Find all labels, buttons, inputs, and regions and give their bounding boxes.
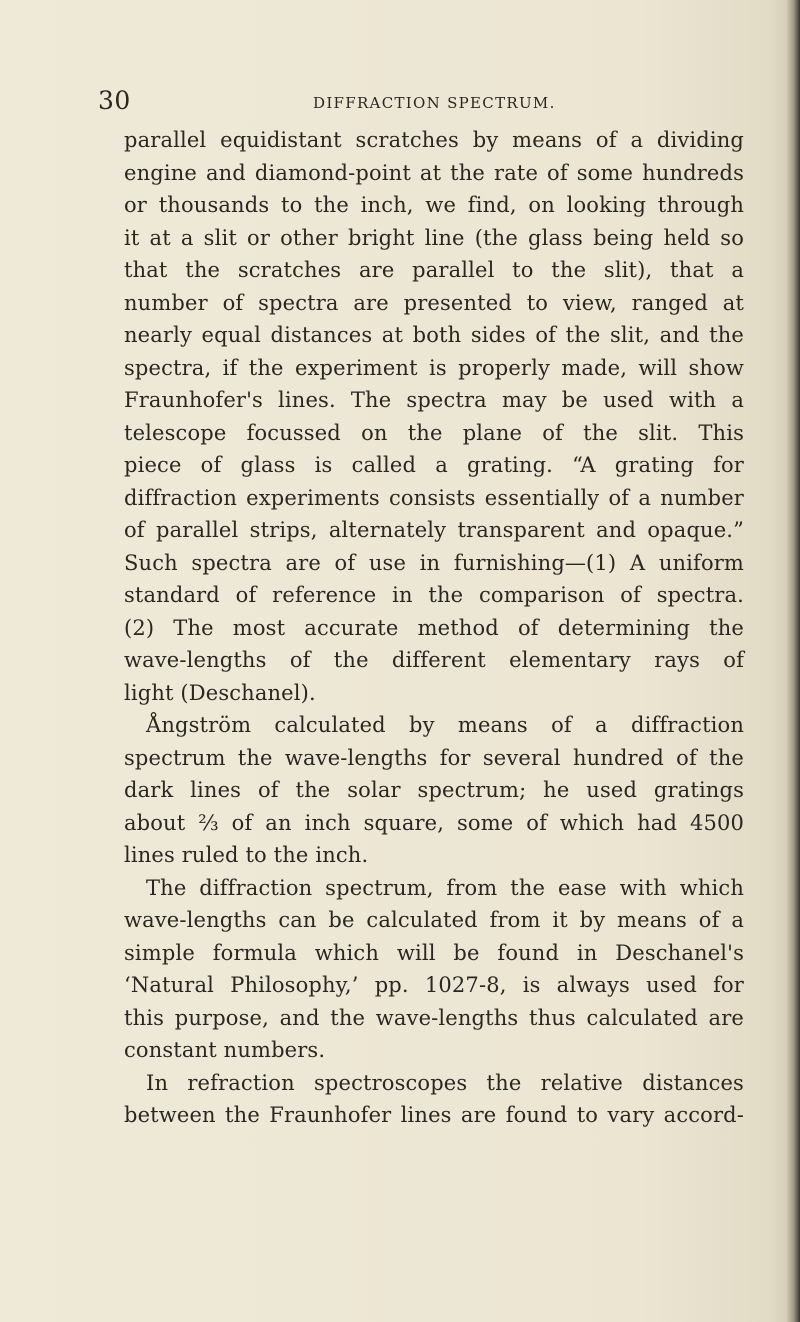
text-line: Fraunhofer's lines. The spectra may be used with a	[124, 388, 744, 412]
page-number: 30	[98, 86, 131, 115]
text-line: (2) The most accurate method of determining the	[124, 615, 744, 640]
text-line: Ångström calculated by means of a diffraction	[146, 713, 744, 737]
text-line: wave-lengths of the different elementary rays of	[124, 648, 744, 672]
running-head: DIFFRACTION SPECTRUM.	[313, 94, 556, 112]
text-line: wave-lengths can be calculated from it by means of a	[124, 908, 744, 932]
text-line: number of spectra are presented to view, ranged at	[124, 290, 744, 315]
page-header	[98, 86, 698, 116]
text-line: standard of reference in the comparison of spectra.	[124, 583, 744, 607]
text-line: piece of glass is called a grating. “A grating for	[124, 453, 744, 477]
text-line: spectrum the wave-lengths for several hundred of the	[124, 745, 744, 770]
body-text	[124, 124, 744, 1132]
text-line: this purpose, and the wave-lengths thus calculated are	[124, 1005, 744, 1030]
page-edge-shadow	[786, 0, 800, 1322]
text-line: or thousands to the inch, we find, on looking through	[124, 193, 744, 217]
text-line: ‘Natural Philosophy,’ pp. 1027-8, is always used for	[124, 973, 744, 997]
text-line: engine and diamond-point at the rate of some hundreds	[124, 160, 744, 185]
text-line: it at a slit or other bright line (the glass being held so	[124, 225, 744, 250]
text-line: light (Deschanel).	[124, 680, 316, 705]
text-line: The diffraction spectrum, from the ease with which	[146, 875, 744, 900]
text-line: constant numbers.	[124, 1038, 326, 1062]
text-line: about ⅔ of an inch square, some of which had 4500	[124, 810, 744, 835]
text-line: spectra, if the experiment is properly made, will show	[124, 355, 744, 380]
text-line: of parallel strips, alternately transparent and opaque.”	[124, 518, 744, 542]
text-line: lines ruled to the inch.	[124, 843, 369, 867]
text-line: dark lines of the solar spectrum; he used gratings	[124, 778, 744, 802]
text-line: parallel equidistant scratches by means of a dividing	[124, 128, 744, 152]
text-line: telescope focussed on the plane of the slit. This	[124, 420, 744, 445]
text-line: that the scratches are parallel to the slit), that a	[124, 258, 744, 282]
text-line: nearly equal distances at both sides of the slit, and the	[124, 323, 744, 347]
text-line: In refraction spectroscopes the relative distances	[146, 1070, 744, 1095]
text-line: diffraction experiments consists essentially of a number	[124, 485, 744, 510]
text-line: between the Fraunhofer lines are found to vary accord-	[124, 1103, 744, 1127]
text-line: Such spectra are of use in furnishing—(1) A uniform	[124, 550, 744, 575]
text-line: simple formula which will be found in Deschanel's	[124, 940, 744, 965]
